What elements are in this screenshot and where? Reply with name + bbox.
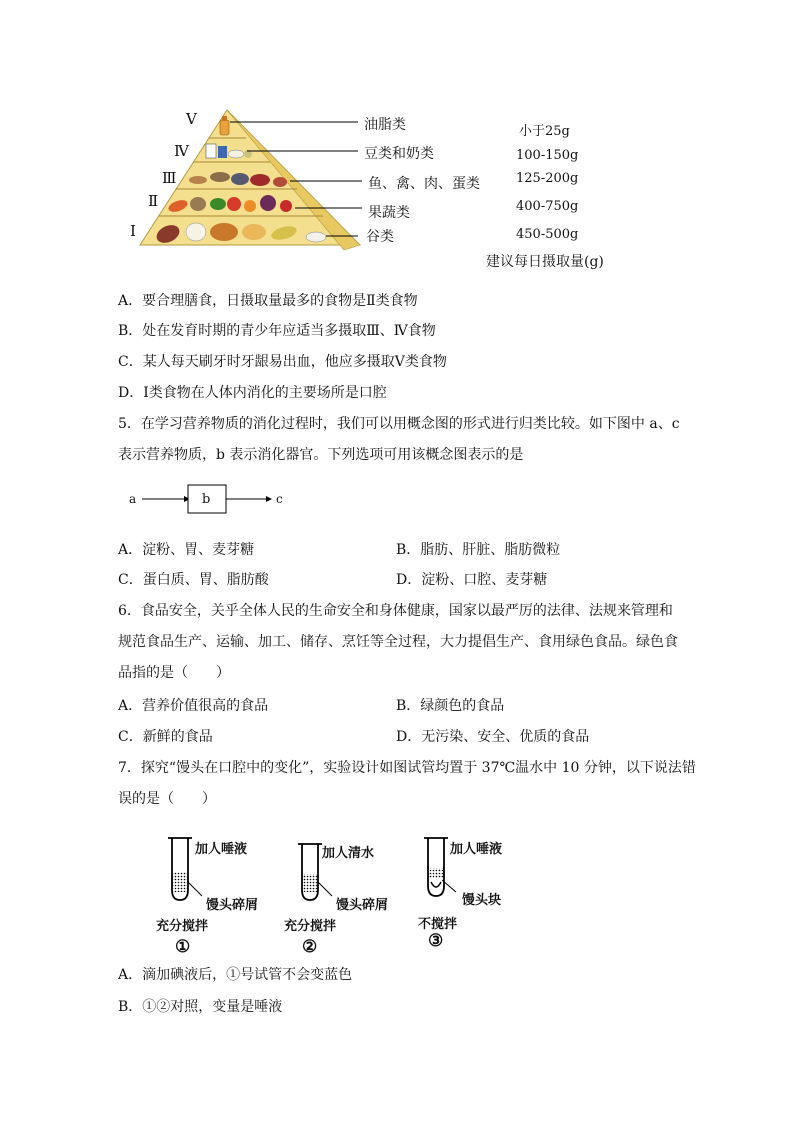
tube-1-bottom-label: 充分搅拌 xyxy=(156,919,209,934)
q5-option-a: A．淀粉、胃、麦芽糖 xyxy=(118,542,255,558)
q7-stem-line-2: 误的是（ ） xyxy=(118,791,216,807)
pyramid-caption: 建议每日摄取量(g) xyxy=(486,254,604,270)
q5-option-c: C．蛋白质、胃、脂肪酸 xyxy=(118,572,269,588)
q5-option-d: D．淀粉、口腔、麦芽糖 xyxy=(396,572,548,588)
tube-2-number: ② xyxy=(302,937,318,957)
tube-1-number: ① xyxy=(175,937,191,957)
tube-2-top-label: 加人清水 xyxy=(322,846,375,861)
concept-node-c: c xyxy=(276,492,283,506)
q6-option-a: A．营养价值很高的食品 xyxy=(118,698,269,714)
q6-stem-line-1: 6．食品安全，关乎全体人民的生命安全和身体健康，国家以最严厉的法律、法规来管理和 xyxy=(118,603,673,619)
q7-option-a: A．滴加碘液后，①号试管不会变蓝色 xyxy=(118,967,353,983)
q4-option-a: A．要合理膳食，日摄取量最多的食物是Ⅱ类食物 xyxy=(118,293,418,309)
tube-1-side-label: 馒头碎屑 xyxy=(206,898,259,913)
tube-3-top-label: 加人唾液 xyxy=(450,842,503,857)
q6-stem-line-3: 品指的是（ ） xyxy=(118,665,230,681)
tube-3-side-label: 馒头块 xyxy=(462,893,502,908)
q6-option-c: C．新鲜的食品 xyxy=(118,729,213,745)
tube-1-top-label: 加人唾液 xyxy=(195,842,248,857)
tier-4-label: 豆类和奶类 xyxy=(364,146,434,162)
q4-option-c: C．某人每天刷牙时牙龈易出血，他应多摄取Ⅴ类食物 xyxy=(118,354,447,370)
tier-5-amount: 小于25g xyxy=(519,124,570,139)
q5-option-b: B．脂肪、肝脏、脂肪微粒 xyxy=(396,542,561,558)
tier-1-label: 谷类 xyxy=(366,229,394,245)
tier-3-numeral: Ⅲ xyxy=(162,169,177,187)
tier-1-amount: 450-500g xyxy=(516,227,579,242)
q4-option-b: B．处在发育时期的青少年应适当多摄取Ⅲ、Ⅳ食物 xyxy=(118,323,436,339)
q5-stem-line-2: 表示营养物质，b 表示消化器官。下列选项可用该概念图表示的是 xyxy=(118,447,524,463)
q4-option-d: D．Ⅰ类食物在人体内消化的主要场所是口腔 xyxy=(118,385,387,401)
q5-stem-line-1: 5．在学习营养物质的消化过程时，我们可以用概念图的形式进行归类比较。如下图中 a、c xyxy=(118,416,680,432)
tier-2-amount: 400-750g xyxy=(516,199,579,214)
tier-3-amount: 125-200g xyxy=(516,171,579,186)
tier-2-label: 果蔬类 xyxy=(368,205,410,221)
q6-option-d: D．无污染、安全、优质的食品 xyxy=(396,729,590,745)
concept-node-b: b xyxy=(202,492,211,507)
tube-3-bottom-label: 不搅拌 xyxy=(418,917,458,932)
tier-5-numeral: Ⅴ xyxy=(186,110,197,128)
tier-3-label: 鱼、禽、肉、蛋类 xyxy=(368,176,480,192)
tube-2-bottom-label: 充分搅拌 xyxy=(284,919,337,934)
tube-3-number: ③ xyxy=(428,931,444,951)
concept-node-a: a xyxy=(129,492,137,506)
q6-stem-line-2: 规范食品生产、运输、加工、储存、烹饪等全过程，大力提倡生产、食用绿色食品。绿色食 xyxy=(118,634,678,650)
q7-stem-line-1: 7．探究“馒头在口腔中的变化”，实验设计如图试管均置于 37℃温水中 10 分钟，以下说法错 xyxy=(118,760,696,776)
tube-2-side-label: 馒头碎屑 xyxy=(336,898,389,913)
tier-2-numeral: Ⅱ xyxy=(148,192,159,210)
q6-option-b: B．绿颜色的食品 xyxy=(396,698,505,714)
tier-4-amount: 100-150g xyxy=(516,148,579,163)
tier-4-numeral: Ⅳ xyxy=(174,142,189,160)
tier-5-label: 油脂类 xyxy=(364,117,406,133)
tier-1-numeral: Ⅰ xyxy=(130,222,136,240)
q7-option-b: B．①②对照，变量是唾液 xyxy=(118,999,283,1015)
